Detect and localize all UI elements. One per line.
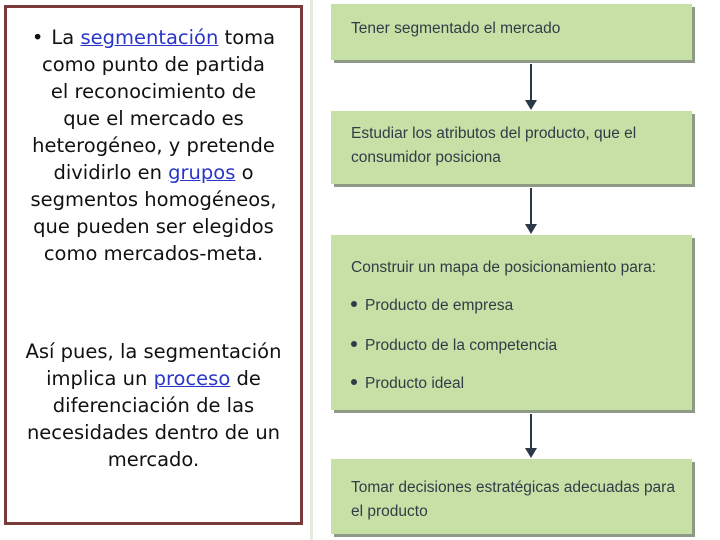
link-proceso[interactable]: proceso xyxy=(153,367,231,390)
text-fragment: implica un xyxy=(46,367,154,390)
divider xyxy=(310,0,313,540)
text-line xyxy=(7,159,300,186)
text-fragment: o xyxy=(235,161,254,184)
flow-step-2 xyxy=(331,111,692,184)
flow-step-list-item xyxy=(351,297,513,315)
text-fragment: La xyxy=(51,26,81,49)
flow-step-label: consumidor posiciona xyxy=(351,149,501,166)
text-line xyxy=(7,24,300,51)
flow-step-list-item xyxy=(351,375,464,393)
text-line: el reconocimiento de xyxy=(50,80,257,103)
text-line: heterogéneo, y pretende xyxy=(32,134,275,157)
text-line: que pueden ser elegidos xyxy=(33,215,274,238)
bullet-glyph: • xyxy=(31,26,44,49)
flow-step-label: Estudiar los atributos del producto, que el xyxy=(351,125,637,142)
paragraph-segmentation-definition xyxy=(7,24,300,267)
text-fragment: de xyxy=(230,367,261,390)
arrow-head-icon xyxy=(525,448,537,458)
paragraph-segmentation-process xyxy=(7,338,300,473)
flow-step-4 xyxy=(331,459,692,534)
text-line: como mercados-meta. xyxy=(43,242,264,265)
text-line: como punto de partida xyxy=(42,53,265,76)
text-panel xyxy=(4,5,303,525)
flow-arrow-3 xyxy=(530,414,532,450)
text-line: diferenciación de las xyxy=(52,394,255,417)
text-line: mercado. xyxy=(107,448,200,471)
arrow-head-icon xyxy=(525,100,537,110)
flow-step-list-item xyxy=(351,337,557,355)
text-line: segmentos homogéneos, xyxy=(30,188,277,211)
text-fragment: dividirlo en xyxy=(53,161,169,184)
flow-step-3 xyxy=(331,235,692,410)
flow-step-title: Construir un mapa de posicionamiento para: xyxy=(351,259,657,276)
bullet-dot-icon xyxy=(351,301,357,307)
bullet-dot-icon xyxy=(351,379,357,385)
flow-step-label: Tomar decisiones estratégicas adecuadas para xyxy=(351,479,675,496)
link-segmentacion[interactable]: segmentación xyxy=(80,26,219,49)
flow-step-label: el producto xyxy=(351,503,428,520)
text-line: que el mercado es xyxy=(63,107,244,130)
arrow-head-icon xyxy=(525,224,537,234)
flow-step-label: Tener segmentado el mercado xyxy=(351,20,561,37)
bullet-dot-icon xyxy=(351,341,357,347)
link-grupos[interactable]: grupos xyxy=(168,161,236,184)
text-line xyxy=(7,365,300,392)
text-line: Así pues, la segmentación xyxy=(25,340,282,363)
list-item-label: Producto de empresa xyxy=(365,297,514,314)
list-item-label: Producto de la competencia xyxy=(365,337,558,354)
flow-arrow-2 xyxy=(530,188,532,226)
list-item-label: Producto ideal xyxy=(365,375,465,392)
text-line: necesidades dentro de un xyxy=(26,421,281,444)
flow-arrow-1 xyxy=(530,64,532,102)
flow-step-1 xyxy=(331,4,692,60)
text-fragment: toma xyxy=(218,26,276,49)
